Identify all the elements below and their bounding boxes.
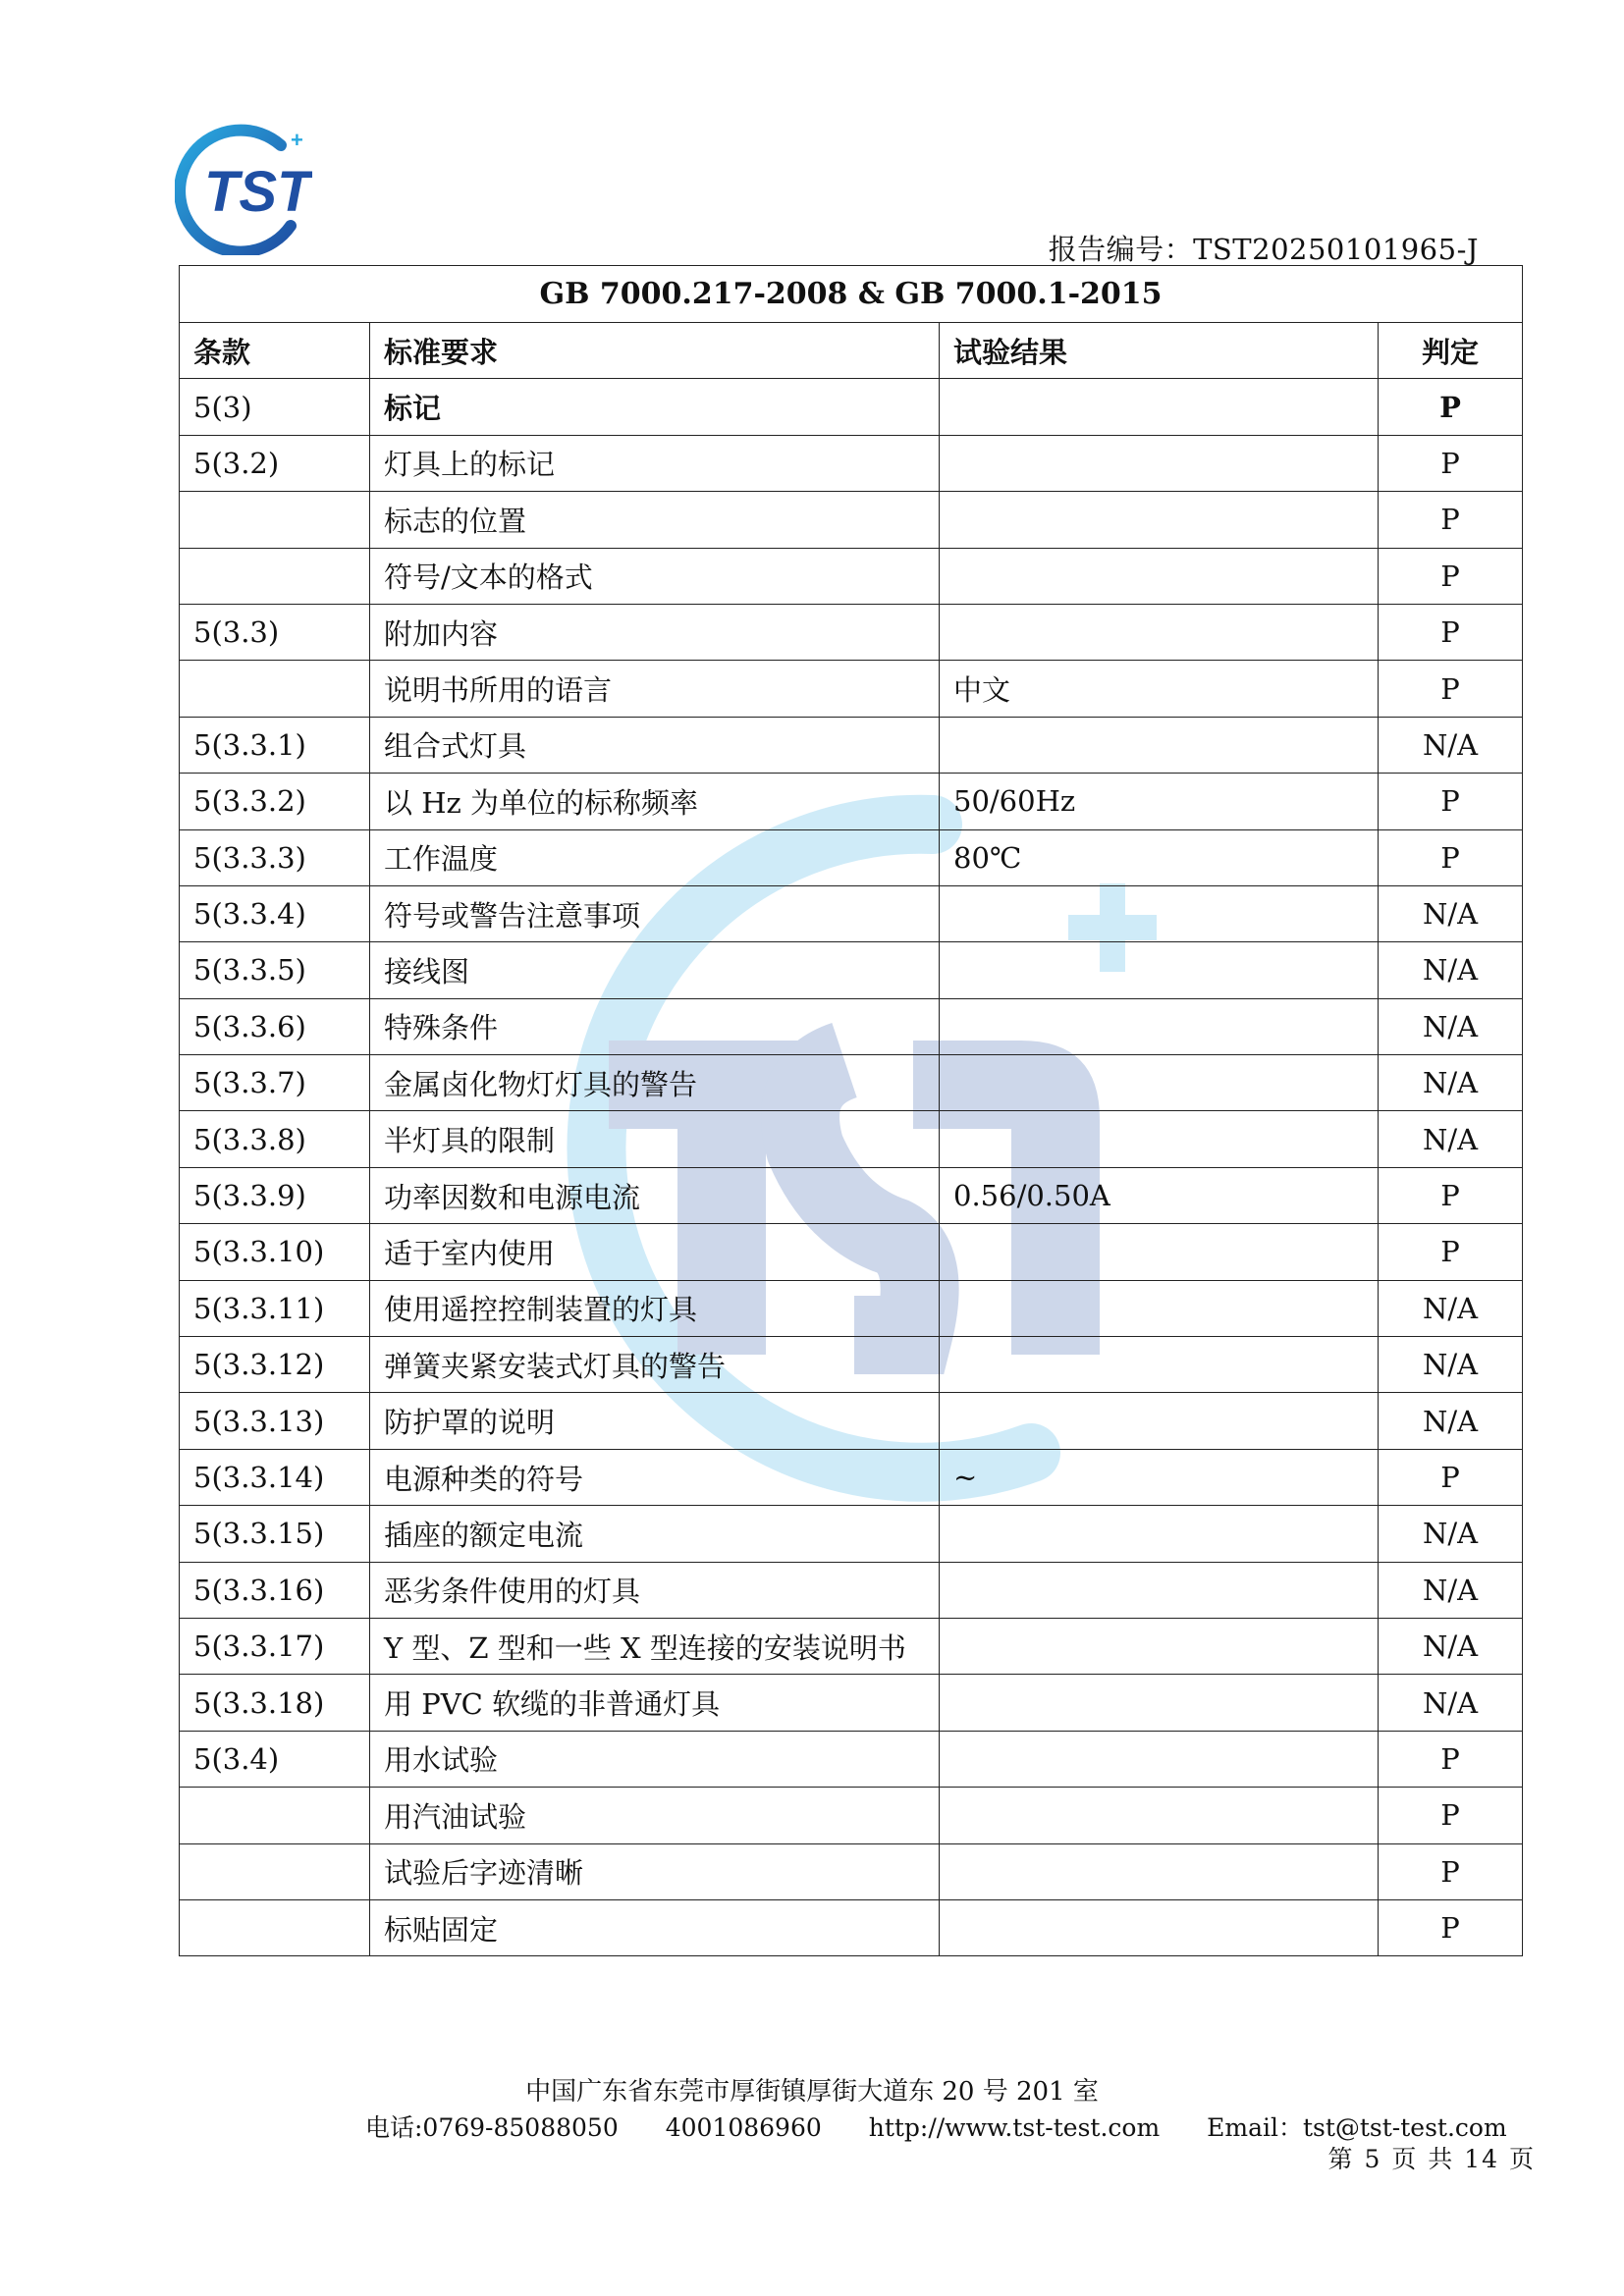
table-row [180,1506,1523,1562]
table-row [180,1675,1523,1731]
clause-cell: 5(3.4) [180,1731,370,1787]
table-row [180,1167,1523,1223]
requirement-cell: 功率因数和电源电流 [370,1167,940,1223]
result-cell [940,1393,1379,1449]
result-cell [940,1899,1379,1955]
result-cell [940,1506,1379,1562]
verdict-cell: P [1379,1449,1523,1505]
result-cell: 中文 [940,661,1379,717]
result-cell: ~ [940,1449,1379,1505]
verdict-cell: P [1379,1224,1523,1280]
clause-cell: 5(3.3.9) [180,1167,370,1223]
requirement-cell: 标记 [370,379,940,435]
requirement-cell: 使用遥控控制装置的灯具 [370,1280,940,1336]
requirement-cell: 特殊条件 [370,998,940,1054]
table-row [180,998,1523,1054]
table-header-row [180,323,1523,379]
table-row [180,1449,1523,1505]
verdict-cell: N/A [1379,942,1523,998]
clause-cell: 5(3.3.17) [180,1618,370,1674]
svg-text:+: + [291,128,303,152]
result-cell [940,885,1379,941]
verdict-cell: P [1379,492,1523,548]
result-cell [940,1224,1379,1280]
table-row [180,379,1523,435]
clause-cell: 5(3.3.14) [180,1449,370,1505]
svg-text:TST: TST [204,160,312,224]
table-row [180,1731,1523,1787]
result-cell: 80℃ [940,829,1379,885]
result-cell: 50/60Hz [940,774,1379,829]
footer-phone: 电话:0769-85088050 [365,2113,619,2142]
table-row [180,942,1523,998]
requirement-cell: 符号或警告注意事项 [370,885,940,941]
clause-cell [180,548,370,604]
verdict-cell: N/A [1379,717,1523,773]
column-header-verdict: 判定 [1379,323,1523,379]
requirement-cell: 说明书所用的语言 [370,661,940,717]
footer-hotline: 4001086960 [665,2113,822,2142]
verdict-cell: P [1379,1731,1523,1787]
result-cell [940,435,1379,491]
table-row [180,774,1523,829]
requirement-cell: 金属卤化物灯灯具的警告 [370,1055,940,1111]
result-cell [940,1337,1379,1393]
report-number: 报告编号：TST20250101965-J [1048,233,1479,266]
test-results-table [179,265,1523,1956]
verdict-cell: P [1379,829,1523,885]
clause-cell: 5(3.3.10) [180,1224,370,1280]
requirement-cell: 附加内容 [370,604,940,660]
requirement-cell: Y 型、Z 型和一些 X 型连接的安装说明书 [370,1618,940,1674]
table-row [180,1055,1523,1111]
requirement-cell: 标志的位置 [370,492,940,548]
table-row [180,1337,1523,1393]
result-cell: 0.56/0.50A [940,1167,1379,1223]
result-cell [940,1731,1379,1787]
result-cell [940,492,1379,548]
clause-cell: 5(3.3.12) [180,1337,370,1393]
result-cell [940,1111,1379,1167]
table-row [180,885,1523,941]
clause-cell: 5(3.3.13) [180,1393,370,1449]
clause-cell [180,661,370,717]
footer-website[interactable]: http://www.tst-test.com [868,2113,1161,2142]
requirement-cell: 用汽油试验 [370,1788,940,1843]
verdict-cell: P [1379,604,1523,660]
verdict-cell: N/A [1379,1055,1523,1111]
table-title: GB 7000.217-2008 & GB 7000.1-2015 [180,266,1523,323]
requirement-cell: 符号/文本的格式 [370,548,940,604]
clause-cell: 5(3.3.6) [180,998,370,1054]
verdict-cell: P [1379,435,1523,491]
table-row [180,1562,1523,1618]
verdict-cell: P [1379,774,1523,829]
clause-cell: 5(3.3.8) [180,1111,370,1167]
clause-cell: 5(3.3.7) [180,1055,370,1111]
result-cell [940,1675,1379,1731]
clause-cell [180,1843,370,1899]
footer-email[interactable]: Email：tst@tst-test.com [1207,2113,1507,2142]
table-row [180,548,1523,604]
requirement-cell: 防护罩的说明 [370,1393,940,1449]
clause-cell: 5(3.3.16) [180,1562,370,1618]
verdict-cell: N/A [1379,1111,1523,1167]
clause-cell: 5(3.3.2) [180,774,370,829]
clause-cell: 5(3.3.11) [180,1280,370,1336]
table-row [180,661,1523,717]
table-row [180,717,1523,773]
requirement-cell: 以 Hz 为单位的标称频率 [370,774,940,829]
table-row [180,1111,1523,1167]
result-cell [940,942,1379,998]
table-row [180,1280,1523,1336]
footer-contact [365,2109,1546,2144]
verdict-cell: P [1379,1167,1523,1223]
table-row [180,604,1523,660]
verdict-cell: N/A [1379,885,1523,941]
company-logo [175,118,312,255]
requirement-cell: 适于室内使用 [370,1224,940,1280]
requirement-cell: 用 PVC 软缆的非普通灯具 [370,1675,940,1731]
verdict-cell: N/A [1379,1562,1523,1618]
clause-cell: 5(3.2) [180,435,370,491]
verdict-cell: P [1379,1788,1523,1843]
table-row [180,1843,1523,1899]
result-cell [940,1280,1379,1336]
table-row [180,1224,1523,1280]
clause-cell: 5(3.3.18) [180,1675,370,1731]
result-cell [940,998,1379,1054]
requirement-cell: 用水试验 [370,1731,940,1787]
verdict-cell: P [1379,1843,1523,1899]
verdict-cell: N/A [1379,1337,1523,1393]
verdict-cell: N/A [1379,1675,1523,1731]
column-header-requirement: 标准要求 [370,323,940,379]
result-cell [940,548,1379,604]
requirement-cell: 电源种类的符号 [370,1449,940,1505]
clause-cell: 5(3) [180,379,370,435]
requirement-cell: 试验后字迹清晰 [370,1843,940,1899]
requirement-cell: 灯具上的标记 [370,435,940,491]
clause-cell: 5(3.3.15) [180,1506,370,1562]
result-cell [940,1055,1379,1111]
clause-cell: 5(3.3.1) [180,717,370,773]
verdict-cell: N/A [1379,1393,1523,1449]
requirement-cell: 标贴固定 [370,1899,940,1955]
requirement-cell: 工作温度 [370,829,940,885]
verdict-cell: P [1379,661,1523,717]
result-cell [940,1618,1379,1674]
clause-cell [180,1899,370,1955]
clause-cell: 5(3.3.4) [180,885,370,941]
clause-cell: 5(3.3) [180,604,370,660]
verdict-cell: N/A [1379,1618,1523,1674]
verdict-cell: N/A [1379,1506,1523,1562]
verdict-cell: P [1379,1899,1523,1955]
table-row [180,1788,1523,1843]
verdict-cell: P [1379,548,1523,604]
result-cell [940,1788,1379,1843]
table-row [180,492,1523,548]
page-number: 第 5 页 共 14 页 [1327,2145,1536,2173]
requirement-cell: 组合式灯具 [370,717,940,773]
table-row [180,435,1523,491]
result-cell [940,379,1379,435]
clause-cell: 5(3.3.5) [180,942,370,998]
clause-cell: 5(3.3.3) [180,829,370,885]
requirement-cell: 插座的额定电流 [370,1506,940,1562]
table-row [180,1899,1523,1955]
column-header-result: 试验结果 [940,323,1379,379]
verdict-cell: P [1379,379,1523,435]
verdict-cell: N/A [1379,998,1523,1054]
requirement-cell: 弹簧夹紧安装式灯具的警告 [370,1337,940,1393]
result-cell [940,1562,1379,1618]
footer-address: 中国广东省东莞市厚街镇厚街大道东 20 号 201 室 [525,2077,1099,2107]
result-cell [940,1843,1379,1899]
requirement-cell: 恶劣条件使用的灯具 [370,1562,940,1618]
result-cell [940,717,1379,773]
table-row [180,829,1523,885]
column-header-clause: 条款 [180,323,370,379]
result-cell [940,604,1379,660]
table-row [180,1393,1523,1449]
verdict-cell: N/A [1379,1280,1523,1336]
requirement-cell: 半灯具的限制 [370,1111,940,1167]
clause-cell [180,492,370,548]
table-row [180,1618,1523,1674]
clause-cell [180,1788,370,1843]
requirement-cell: 接线图 [370,942,940,998]
